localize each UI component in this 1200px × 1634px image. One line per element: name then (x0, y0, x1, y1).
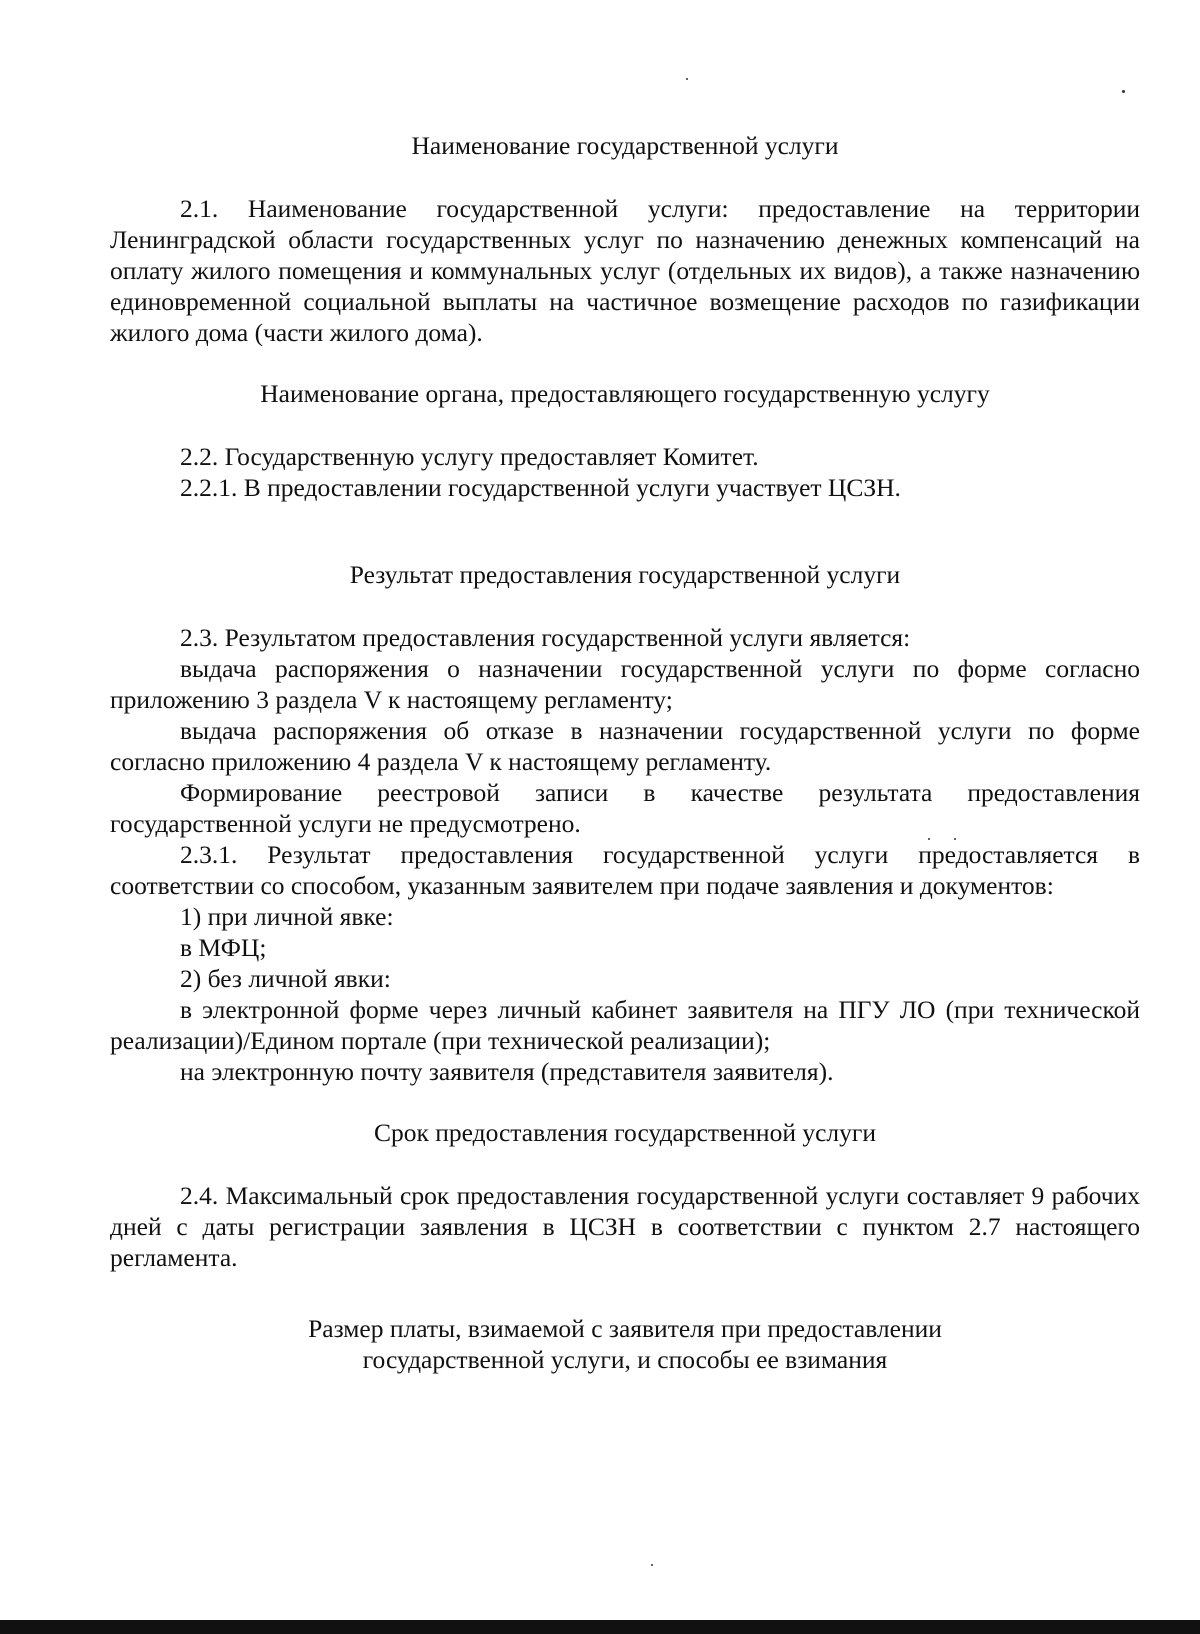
paragraph-2-1: 2.1. Наименование государственной услуги: предоставление на территории Ленинградской области государственных услуг по назначению денежных компенсаций на оплату жилого помещения и коммунальных услуг (отдельных их видов), а также назначению единовременной социальной выплаты на частичное возмещение расходов по газификации жилого дома (части жилого дома). (110, 194, 1140, 347)
list-item-electronic-form: в электронной форме через личный кабинет заявителя на ПГУ ЛО (при технической реализации)/Едином портале (при технической реализации); (110, 995, 1140, 1055)
list-item-email: на электронную почту заявителя (представителя заявителя). (180, 1057, 834, 1086)
section-heading-fee-line-2: государственной услуги, и способы ее взимания (362, 1345, 888, 1374)
paragraph-2-4: 2.4. Максимальный срок предоставления государственной услуги составляет 9 рабочих дней с даты регистрации заявления в ЦСЗН в соответствии с пунктом 2.7 настоящего регламента. (110, 1181, 1140, 1272)
list-item-without-visit: 2) без личной явки: (180, 964, 391, 993)
section-heading-authority: Наименование органа, предоставляющего государственную услугу (260, 379, 990, 408)
paragraph-2-3-issue-refusal: выдача распоряжения об отказе в назначении государственной услуги по форме согласно приложению 4 раздела V к настоящему регламенту. (110, 716, 1140, 776)
paragraph-2-3-registry-record: Формирование реестровой записи в качестве результата предоставления государственной услуги не предусмотрено. (110, 778, 1140, 838)
list-item-personal-visit: 1) при личной явке: (180, 902, 394, 931)
scan-speck (1122, 90, 1125, 93)
section-heading-result: Результат предоставления государственной услуги (349, 560, 901, 589)
document-page (110, 130, 1140, 1375)
scan-speck (651, 1564, 653, 1566)
section-heading-fee-line-1: Размер платы, взимаемой с заявителя при предоставлении (308, 1314, 942, 1343)
paragraph-2-3: 2.3. Результатом предоставления государственной услуги является: (180, 623, 911, 652)
paragraph-2-2: 2.2. Государственную услугу предоставляет Комитет. (180, 442, 759, 471)
section-heading-term: Срок предоставления государственной услуги (373, 1118, 876, 1147)
paragraph-2-3-1: 2.3.1. Результат предоставления государственной услуги предоставляется в соответствии со способом, указанным заявителем при подаче заявления и документов: (110, 840, 1140, 900)
scan-speck (686, 78, 688, 80)
scan-speck (928, 838, 930, 840)
scan-speck (954, 838, 956, 840)
paragraph-2-2-1: 2.2.1. В предоставлении государственной услуги участвует ЦСЗН. (180, 473, 901, 502)
paragraph-2-3-issue-order: выдача распоряжения о назначении государственной услуги по форме согласно приложению 3 раздела V к настоящему регламенту; (110, 654, 1140, 714)
scan-bottom-edge (0, 1620, 1200, 1634)
section-heading-service-name: Наименование государственной услуги (411, 131, 839, 160)
list-item-mfc: в МФЦ; (180, 933, 267, 962)
